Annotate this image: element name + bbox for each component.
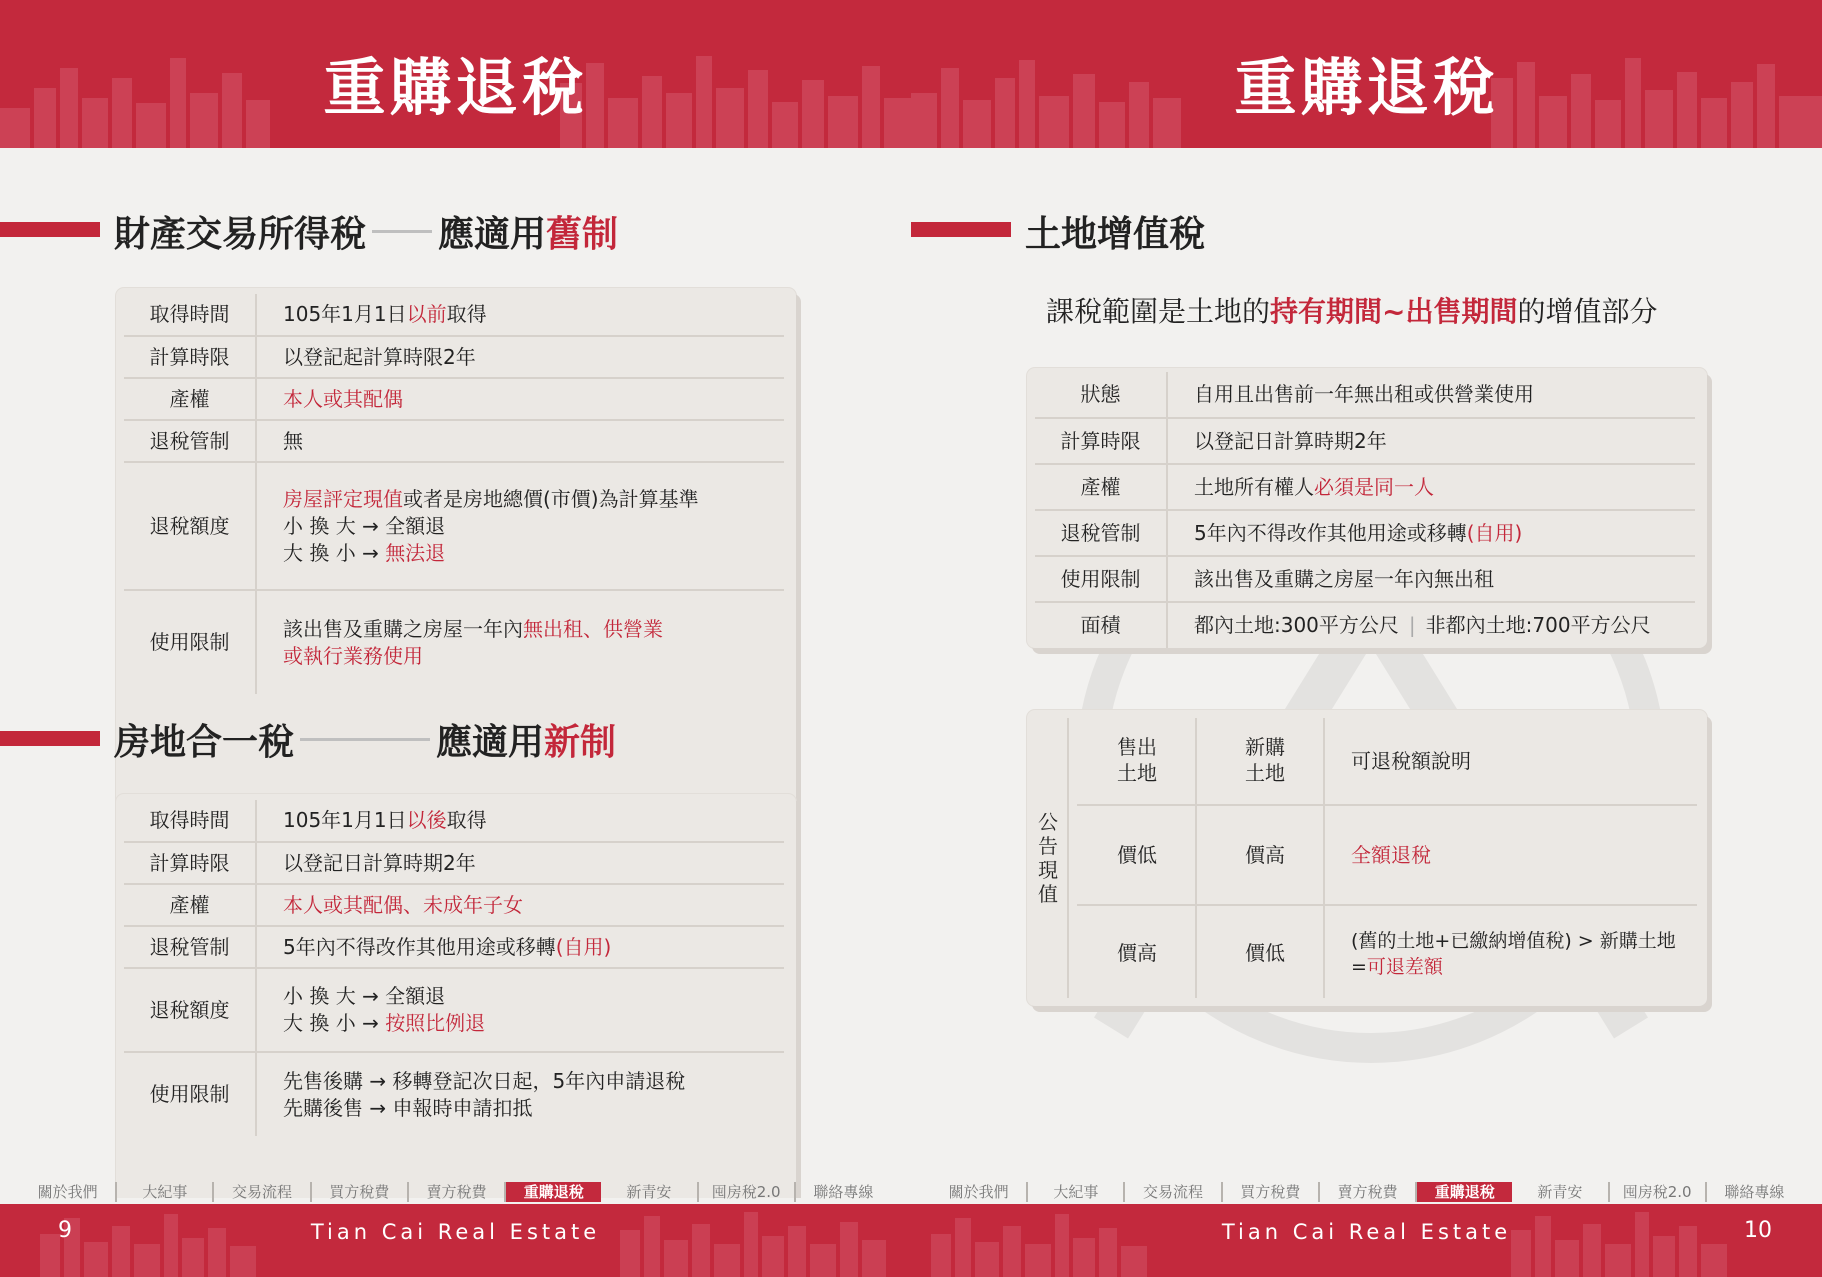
nav-tab-youth-loan[interactable]: 新青安 [1512, 1182, 1609, 1202]
land-value-matrix [1027, 710, 1707, 1006]
footer-bar-left [0, 1204, 911, 1277]
row-key: 退稅額度 [124, 968, 256, 1052]
nav-tab-process[interactable]: 交易流程 [214, 1182, 311, 1202]
value-text: 非都內土地:700平方公尺 [1425, 613, 1651, 637]
page-title-right: 重購退稅 [1234, 51, 1499, 124]
section-subtitle [1046, 290, 1658, 330]
row-value: 本人或其配偶、未成年子女 [256, 884, 784, 926]
value-highlight: (自用) [555, 934, 612, 959]
nav-tab-contact[interactable]: 聯絡專線 [1724, 1183, 1785, 1201]
row-key: 使用限制 [1035, 556, 1167, 602]
info-panel-land-tax [1027, 368, 1707, 648]
row-value [1167, 510, 1695, 556]
grid-line [1067, 718, 1069, 998]
value-text: 都內土地:300平方公尺 [1194, 613, 1399, 637]
row1-desc: 全額退稅 [1351, 843, 1431, 867]
nav-tab-contact[interactable]: 聯絡專線 [813, 1183, 874, 1201]
nav-tab-hoarding-tax[interactable]: 囤房稅2.0 [699, 1182, 796, 1202]
nav-tab-process[interactable]: 交易流程 [1125, 1182, 1222, 1202]
value-highlight: (自用) [1466, 520, 1523, 545]
table-row [1035, 602, 1695, 648]
table-row [1035, 418, 1695, 464]
page-number-right: 10 [1744, 1218, 1772, 1243]
value-text: 105年1月1日 [283, 808, 407, 832]
value-text: 大 換 小 → [283, 540, 386, 565]
value-text: 先購後售 → 申報時申請扣抵 [283, 1095, 533, 1120]
value-text: 取得 [446, 808, 487, 832]
side-label-char: 公 [1038, 810, 1058, 834]
applies-prefix: 應適用 [436, 722, 545, 763]
nav-tab-rebuy-refund[interactable]: 重購退稅 [506, 1182, 601, 1202]
value-text: 取得 [446, 302, 487, 326]
table-row [124, 884, 784, 926]
value-highlight: 以後 [406, 808, 447, 832]
row-value [256, 590, 784, 694]
value-text: 小 換 大 → 全額退 [283, 513, 446, 538]
row-key: 退稅管制 [1035, 510, 1167, 556]
header-text: 新購 [1245, 735, 1285, 759]
value-text: 該出售及重購之房屋一年內 [283, 616, 523, 641]
row-key: 產權 [124, 884, 256, 926]
row2-desc [1351, 928, 1701, 980]
title-divider [300, 738, 430, 741]
section-title: 財產交易所得稅 [114, 214, 367, 255]
header-text: 售出 [1117, 735, 1157, 759]
row-key: 退稅管制 [124, 926, 256, 968]
side-label-char: 告 [1038, 834, 1058, 858]
table-row [124, 1052, 784, 1136]
table-row [124, 800, 784, 842]
value-highlight: 房屋評定現值 [283, 486, 403, 511]
subtitle-text: 的增值部分 [1517, 295, 1658, 328]
header-banner-right [911, 0, 1822, 148]
nav-tab-hoarding-tax[interactable]: 囤房稅2.0 [1610, 1182, 1707, 1202]
row-value: 以登記日計算時期2年 [256, 842, 784, 884]
row2-sold: 價高 [1117, 941, 1157, 965]
row-key: 計算時限 [124, 842, 256, 884]
applies-highlight: 舊制 [546, 214, 619, 255]
row-value: 以登記日計算時期2年 [1167, 418, 1695, 464]
row-value [256, 294, 784, 336]
header-text: 土地 [1117, 761, 1157, 785]
section-heading-integrated-tax [114, 714, 616, 765]
row-key: 產權 [124, 378, 256, 420]
value-text: 5年內不得改作其他用途或移轉 [1194, 520, 1467, 545]
row-value [256, 1052, 784, 1136]
row-value [256, 968, 784, 1052]
info-table [1035, 372, 1695, 648]
side-label [1035, 810, 1061, 906]
subtitle-highlight: 持有期間~出售期間 [1270, 295, 1518, 328]
table-row [1035, 556, 1695, 602]
value-text: 先售後購 → 移轉登記次日起，5年內申請退稅 [283, 1068, 686, 1093]
table-row [124, 926, 784, 968]
row-value: 本人或其配偶 [256, 378, 784, 420]
row2-new: 價低 [1245, 941, 1285, 965]
row-key: 退稅額度 [124, 462, 256, 590]
row-value: 該出售及重購之房屋一年內無出租 [1167, 556, 1695, 602]
nav-tab-milestones[interactable]: 大紀事 [117, 1182, 214, 1202]
table-row [124, 842, 784, 884]
row-key: 使用限制 [124, 590, 256, 694]
left-page [0, 148, 911, 1198]
section-title: 房地合一稅 [114, 722, 295, 763]
side-label-char: 值 [1038, 882, 1058, 906]
info-table [124, 800, 784, 1136]
nav-tab-seller-fees[interactable]: 賣方稅費 [409, 1182, 506, 1202]
table-row [124, 462, 784, 590]
header-text: 土地 [1245, 761, 1285, 785]
grid-line [1077, 904, 1697, 906]
section-title: 土地增值稅 [1025, 214, 1206, 255]
nav-tab-milestones[interactable]: 大紀事 [1028, 1182, 1125, 1202]
row-value: 自用且出售前一年無出租或供營業使用 [1167, 372, 1695, 418]
desc-highlight: 可退差額 [1366, 956, 1443, 978]
desc-text: (舊的土地+已繳納增值稅) > 新購土地 [1351, 930, 1676, 952]
section-heading-property-tax [114, 206, 618, 257]
row-key: 產權 [1035, 464, 1167, 510]
subtitle-text: 課稅範圍是土地的 [1046, 295, 1271, 328]
row-value: 以登記起計算時限2年 [256, 336, 784, 378]
nav-tab-about[interactable]: 關於我們 [931, 1182, 1028, 1202]
value-text: 105年1月1日 [283, 302, 407, 326]
info-table [124, 294, 784, 694]
nav-tab-youth-loan[interactable]: 新青安 [601, 1182, 698, 1202]
section-marker [0, 222, 100, 237]
table-row [124, 336, 784, 378]
row1-sold: 價低 [1117, 843, 1157, 867]
value-separator: | [1408, 613, 1416, 637]
row-value [256, 800, 784, 842]
value-highlight: 無法退 [385, 540, 446, 565]
section-marker [0, 731, 100, 746]
section-marker [911, 222, 1011, 237]
table-row [1035, 510, 1695, 556]
nav-tab-buyer-fees[interactable]: 買方稅費 [1223, 1182, 1320, 1202]
value-text: 或者是房地總價(市價)為計算基準 [403, 486, 699, 511]
value-highlight: 或執行業務使用 [283, 643, 423, 668]
value-highlight: 必須是同一人 [1314, 474, 1434, 499]
row-key: 使用限制 [124, 1052, 256, 1136]
value-highlight: 以前 [406, 302, 447, 326]
table-row [124, 420, 784, 462]
applies-prefix: 應適用 [438, 214, 547, 255]
row-value [1167, 464, 1695, 510]
grid-line [1323, 718, 1325, 998]
row-value: 無 [256, 420, 784, 462]
footer-nav-right [931, 1180, 1802, 1204]
row-key: 退稅管制 [124, 420, 256, 462]
table-row [124, 968, 784, 1052]
row-key: 取得時間 [124, 800, 256, 842]
page-number-left: 9 [58, 1218, 72, 1243]
row-value [256, 462, 784, 590]
value-text: 大 換 小 → [283, 1011, 386, 1035]
row-key: 計算時限 [1035, 418, 1167, 464]
table-row [124, 590, 784, 694]
table-row [1035, 372, 1695, 418]
row-key: 計算時限 [124, 336, 256, 378]
grid-line [1195, 718, 1197, 998]
nav-tab-rebuy-refund[interactable]: 重購退稅 [1417, 1182, 1512, 1202]
value-highlight: 按照比例退 [385, 1011, 486, 1035]
header-banner-left [0, 0, 911, 148]
header-new-land [1225, 734, 1305, 786]
header-refund-desc: 可退稅額說明 [1351, 749, 1471, 773]
footer-bar-right [911, 1204, 1822, 1277]
title-divider [372, 230, 432, 233]
side-label-char: 現 [1038, 858, 1058, 882]
row-value [256, 926, 784, 968]
row-key: 面積 [1035, 602, 1167, 648]
applies-highlight: 新制 [544, 722, 617, 763]
value-text: 土地所有權人 [1194, 474, 1314, 499]
brand-name: Tian Cai Real Estate [310, 1220, 601, 1244]
table-row [1035, 464, 1695, 510]
page-title-left: 重購退稅 [323, 51, 588, 124]
row-key: 取得時間 [124, 294, 256, 336]
value-text: 5年內不得改作其他用途或移轉 [283, 934, 556, 959]
row-value [1167, 602, 1695, 648]
nav-tab-seller-fees[interactable]: 賣方稅費 [1320, 1182, 1417, 1202]
value-text: 小 換 大 → 全額退 [283, 984, 446, 1008]
row-key: 狀態 [1035, 372, 1167, 418]
row1-new: 價高 [1245, 843, 1285, 867]
table-row [124, 294, 784, 336]
nav-tab-buyer-fees[interactable]: 買方稅費 [312, 1182, 409, 1202]
footer-nav-left [20, 1180, 891, 1204]
right-page [911, 148, 1822, 1198]
table-row [124, 378, 784, 420]
section-heading-land-tax [1025, 206, 1205, 257]
grid-line [1077, 804, 1697, 806]
nav-tab-about[interactable]: 關於我們 [20, 1182, 117, 1202]
info-panel-new-system [116, 794, 796, 1198]
desc-text: = [1351, 956, 1367, 978]
header-sold-land [1097, 734, 1177, 786]
brand-name: Tian Cai Real Estate [1221, 1220, 1512, 1244]
value-highlight: 無出租、供營業 [523, 616, 663, 641]
